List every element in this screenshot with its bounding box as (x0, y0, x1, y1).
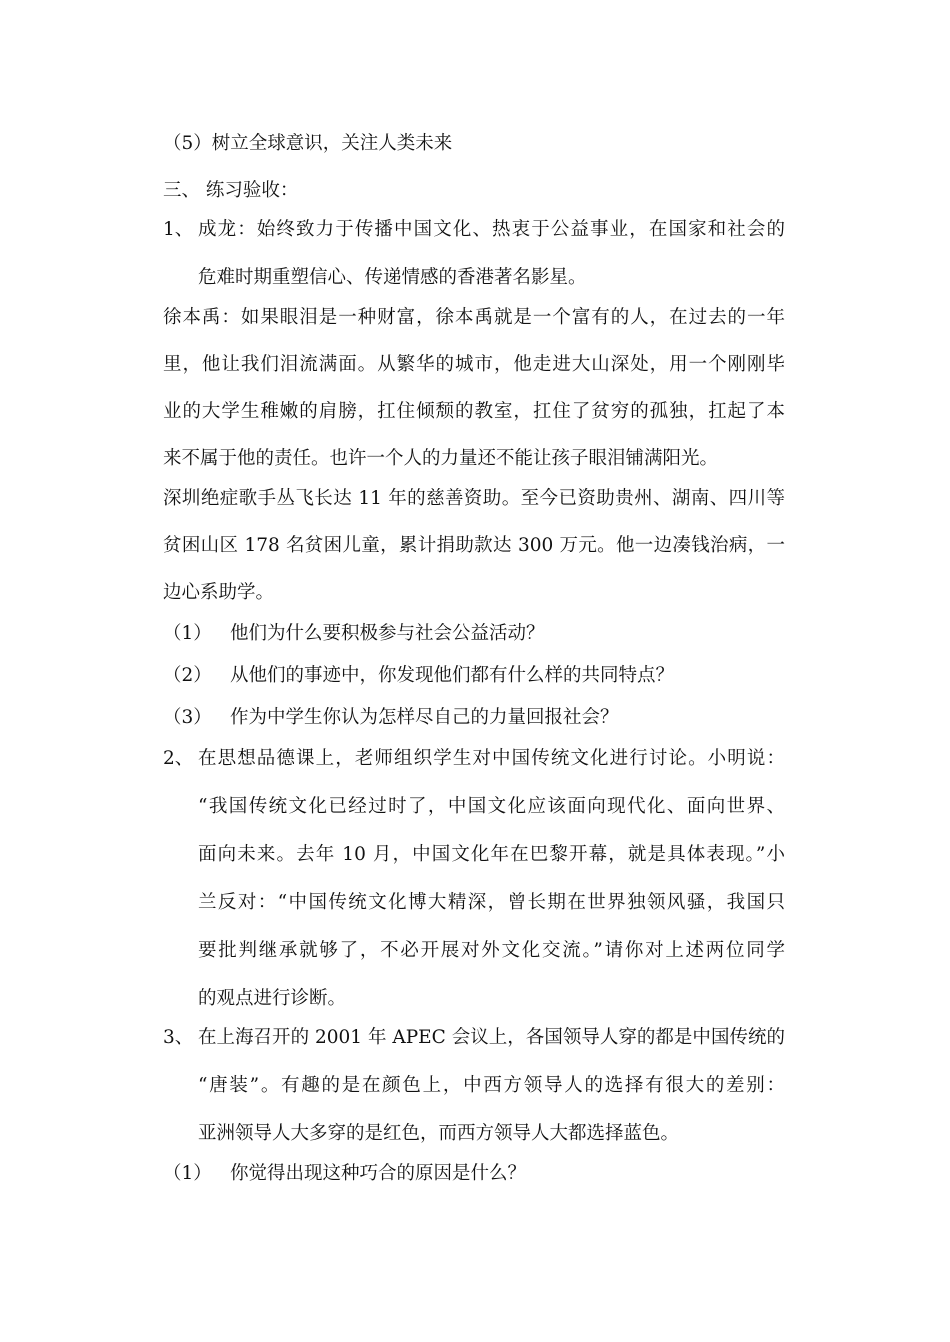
question-1-number: 1、 (163, 219, 194, 240)
question-3-number: 3、 (163, 1027, 194, 1048)
question-1-line: 成龙：始终致力于传播中国文化、热衷于公益事业，在国家和社会的 (198, 219, 785, 240)
question-2-line: 兰反对：“中国传统文化博大精深，曾长期在世界独领风骚，我国只 (198, 892, 785, 913)
paragraph-cong-line: 边心系助学。 (163, 582, 275, 603)
question-2-line: 的观点进行诊断。 (198, 988, 347, 1009)
sub-question-text: 你觉得出现这种巧合的原因是什么？ (230, 1163, 527, 1184)
paragraph-xu-line: 徐本禹：如果眼泪是一种财富，徐本禹就是一个富有的人，在过去的一年 (163, 307, 785, 328)
question-2-line: 要批判继承就够了，不必开展对外文化交流。”请你对上述两位同学 (198, 940, 785, 961)
question-3-line: 在上海召开的 2001 年 APEC 会议上，各国领导人穿的都是中国传统的 (198, 1027, 785, 1048)
question-2-line: 在思想品德课上，老师组织学生对中国传统文化进行讨论。小明说： (198, 748, 785, 769)
section-heading: 三、 练习验收： (163, 180, 299, 201)
paragraph-xu-line: 里，他让我们泪流满面。从繁华的城市，他走进大山深处，用一个刚刚毕 (163, 354, 785, 375)
paragraph-xu-line: 业的大学生稚嫩的肩膀，扛住倾颓的教室，扛住了贫穷的孤独，扛起了本 (163, 401, 785, 422)
question-2-line: 面向未来。去年 10 月，中国文化年在巴黎开幕，就是具体表现。”小 (198, 844, 785, 865)
question-1-line: 危难时期重塑信心、传递情感的香港著名影星。 (198, 267, 587, 288)
question-3-line: “唐装”。有趣的是在颜色上，中西方领导人的选择有很大的差别： (198, 1075, 785, 1096)
sub-question-text: 他们为什么要积极参与社会公益活动？ (230, 623, 545, 644)
paragraph-cong-line: 深圳绝症歌手丛飞长达 11 年的慈善资助。至今已资助贵州、湖南、四川等 (163, 488, 785, 509)
sub-question-text: 从他们的事迹中，你发现他们都有什么样的共同特点？ (230, 665, 675, 686)
question-2-number: 2、 (163, 748, 194, 769)
sub-question-number: （3） (163, 707, 212, 728)
sub-question-text: 作为中学生你认为怎样尽自己的力量回报社会？ (230, 707, 619, 728)
sub-question-number: （1） (163, 623, 212, 644)
question-3-line: 亚洲领导人大多穿的是红色，而西方领导人大都选择蓝色。 (198, 1123, 680, 1144)
sub-question-number: （2） (163, 665, 212, 686)
paragraph-cong-line: 贫困山区 178 名贫困儿童，累计捐助款达 300 万元。他一边凑钱治病，一 (163, 535, 785, 556)
paragraph-xu-line: 来不属于他的责任。也许一个人的力量还不能让孩子眼泪铺满阳光。 (163, 448, 719, 469)
list-item-5: （5）树立全球意识，关注人类未来 (163, 133, 453, 154)
sub-question-number: （1） (163, 1163, 212, 1184)
question-2-line: “我国传统文化已经过时了，中国文化应该面向现代化、面向世界、 (198, 796, 785, 817)
